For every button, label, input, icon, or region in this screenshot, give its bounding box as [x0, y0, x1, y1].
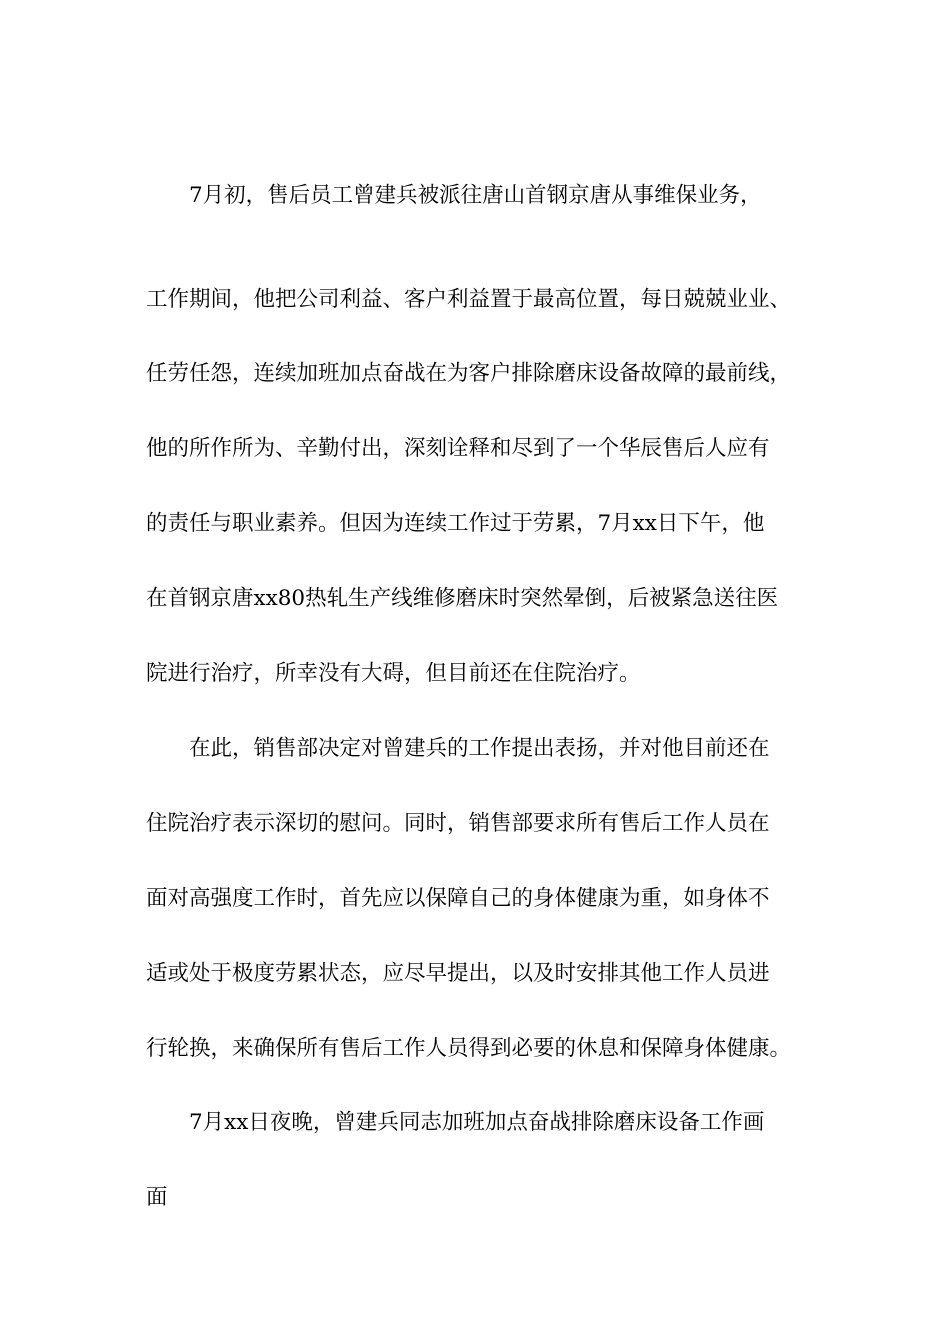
text-line: 面	[146, 1185, 168, 1210]
text-line: 面对高强度工作时，首先应以保障自己的身体健康为重，如身体不	[146, 886, 770, 911]
text-line: 7月xx日夜晚，曾建兵同志加班加点奋战排除磨床设备工作画	[189, 1110, 765, 1135]
text-line: 在此，销售部决定对曾建兵的工作提出表扬，并对他目前还在	[189, 736, 770, 761]
text-line: 的责任与职业素养。但因为连续工作过于劳累，7月xx日下午，他	[146, 511, 765, 536]
text-line: 住院治疗表示深切的慰问。同时，销售部要求所有售后工作人员在	[146, 811, 770, 836]
text-line: 院进行治疗，所幸没有大碍，但目前还在住院治疗。	[146, 661, 641, 686]
text-line: 7月初，售后员工曾建兵被派往唐山首钢京唐从事维保业务，	[189, 183, 762, 208]
text-line: 行轮换，来确保所有售后工作人员得到必要的休息和保障身体健康。	[146, 1036, 792, 1061]
text-line: 任劳任怨，连续加班加点奋战在为客户排除磨床设备故障的最前线，	[146, 361, 792, 386]
text-line: 他的所作所为、辛勤付出，深刻诠释和尽到了一个华辰售后人应有	[146, 436, 770, 461]
text-line: 适或处于极度劳累状态，应尽早提出，以及时安排其他工作人员进	[146, 961, 770, 986]
text-line: 在首钢京唐xx80热轧生产线维修磨床时突然晕倒，后被紧急送往医	[146, 586, 779, 611]
text-line: 工作期间，他把公司利益、客户利益置于最高位置，每日兢兢业业、	[146, 287, 792, 312]
